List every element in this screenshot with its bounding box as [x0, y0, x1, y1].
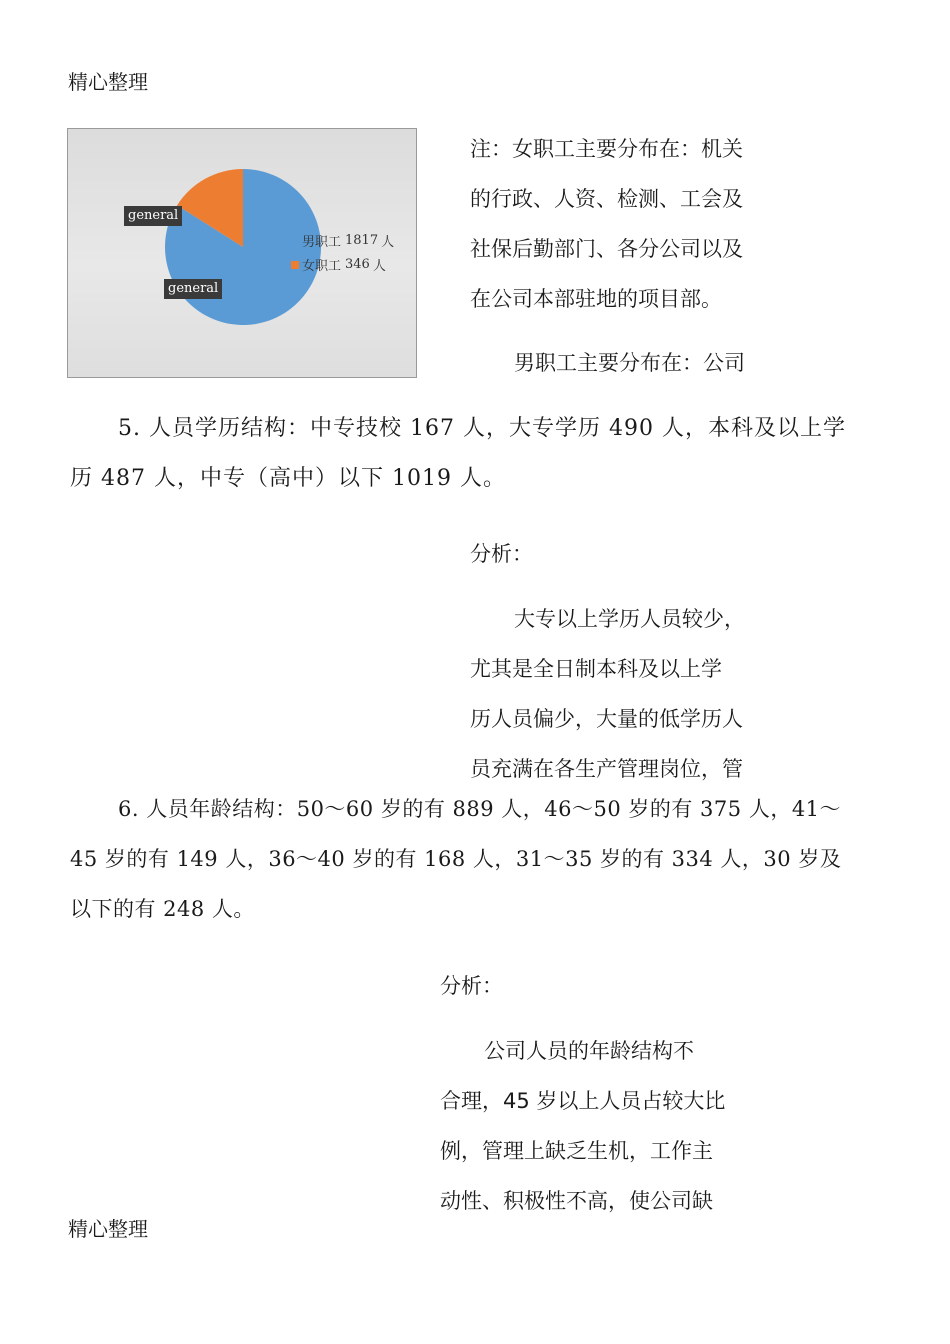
legend-item-male [291, 231, 394, 250]
analysis2-line-1: 公司人员的年龄结构不 [484, 1039, 694, 1063]
legend-label-female: 女职工 [302, 259, 342, 274]
page-header: 精心整理 [68, 70, 148, 94]
page-footer: 精心整理 [68, 1217, 148, 1241]
analysis2-line-4: 动性、积极性不高，使公司缺 [440, 1189, 713, 1213]
analysis2-line-3: 例，管理上缺乏生机，工作主 [440, 1139, 713, 1163]
legend-unit-male: 人 [381, 235, 395, 250]
analysis1-line-3: 历人员偏少，大量的低学历人 [470, 707, 743, 731]
analysis2-title: 分析： [440, 974, 503, 998]
gender-pie-chart [67, 128, 417, 378]
analysis1-line-2: 尤其是全日制本科及以上学 [470, 657, 722, 681]
legend-unit-female: 人 [372, 259, 386, 274]
section5-line-1: 5. 人员学历结构：中专技校 167 人，大专学历 490 人，本科及以上学 [118, 416, 846, 441]
analysis1-title: 分析： [470, 542, 533, 566]
note-line-1: 注：女职工主要分布在：机关 [470, 137, 743, 161]
section5-line-2: 历 487 人，中专（高中）以下 1019 人。 [70, 466, 506, 491]
pie-label-female: general [124, 206, 182, 226]
analysis2-line-2: 合理，45 岁以上人员占较大比 [440, 1089, 726, 1113]
analysis1-line-4: 员充满在各生产管理岗位，管 [470, 757, 743, 781]
legend-value-female: 346 [345, 257, 370, 272]
note-line-4: 在公司本部驻地的项目部。 [470, 287, 722, 311]
legend-label-male: 男职工 [302, 235, 342, 250]
analysis1-line-1: 大专以上学历人员较少， [514, 607, 745, 631]
pie-label-male: general [164, 279, 222, 299]
section6-line-1: 6. 人员年龄结构：50～60 岁的有 889 人，46～50 岁的有 375 人，41～ [118, 797, 842, 821]
section6-line-2: 45 岁的有 149 人，36～40 岁的有 168 人，31～35 岁的有 334 人，30 岁及 [70, 847, 842, 871]
section6-line-3: 以下的有 248 人。 [70, 897, 255, 921]
note-line-5: 男职工主要分布在：公司 [514, 351, 745, 375]
pie-svg [68, 129, 417, 378]
legend-value-male: 1817 [345, 233, 379, 248]
note-line-2: 的行政、人资、检测、工会及 [470, 187, 743, 211]
legend-item-female [291, 255, 386, 274]
legend-swatch-female [291, 261, 299, 269]
note-line-3: 社保后勤部门、各分公司以及 [470, 237, 743, 261]
legend-swatch-male [291, 237, 299, 245]
